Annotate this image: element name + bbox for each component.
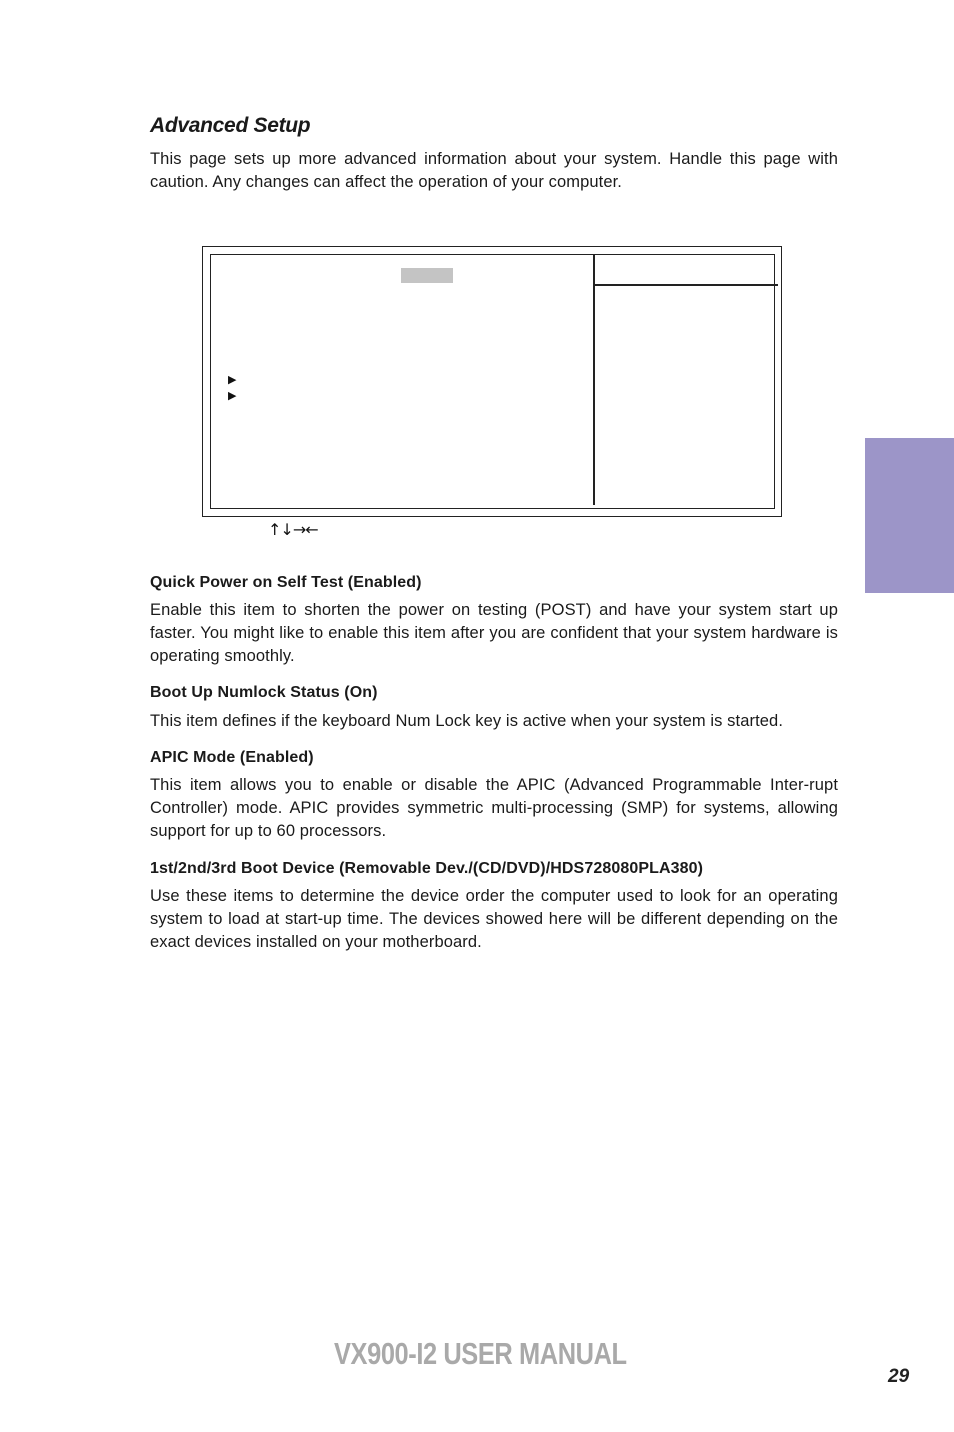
item-heading-numlock: Boot Up Numlock Status (On)	[150, 684, 378, 701]
navigation-keys-icon: ↑↓→←	[268, 520, 318, 539]
bios-inner-frame	[210, 254, 775, 509]
chapter-side-tab	[865, 438, 954, 593]
bios-selected-value-highlight	[401, 268, 453, 283]
item-heading-boot-device: 1st/2nd/3rd Boot Device (Removable Dev./(CD/DVD)/HDS728080PLA380)	[150, 860, 704, 877]
section-intro: This page sets up more advanced information about your system. Handle this page with caution. Any changes can affect the operation of your computer.	[150, 150, 838, 191]
section-title: Advanced Setup	[150, 114, 311, 137]
item-body-boot-device: Use these items to determine the device order the computer used to look for an operating system to load at start-up time. The devices showed here will be different depending on the exact devices installed on your motherboard.	[150, 887, 838, 951]
item-body-numlock: This item defines if the keyboard Num Lock key is active when your system is started.	[150, 712, 784, 730]
bios-help-header-line	[595, 284, 778, 286]
item-heading-quick-post: Quick Power on Self Test (Enabled)	[150, 574, 422, 591]
submenu-arrow-icon: ▶	[228, 390, 237, 402]
page-number: 29	[888, 1366, 910, 1387]
bios-help-divider	[593, 254, 595, 505]
item-heading-apic: APIC Mode (Enabled)	[150, 749, 314, 766]
manual-title: VX900-I2 USER MANUAL	[334, 1336, 627, 1371]
submenu-arrow-icon: ▶	[228, 374, 237, 386]
item-body-apic: This item allows you to enable or disable the APIC (Advanced Programmable Inter-rupt Controller) mode. APIC provides symmetric multi-processing (SMP) for systems, allowing support for up to 60 processors.	[150, 776, 838, 840]
item-body-quick-post: Enable this item to shorten the power on testing (POST) and have your system start up faster. You might like to enable this item after you are confident that your system hardware is operating smoothly.	[150, 601, 838, 665]
